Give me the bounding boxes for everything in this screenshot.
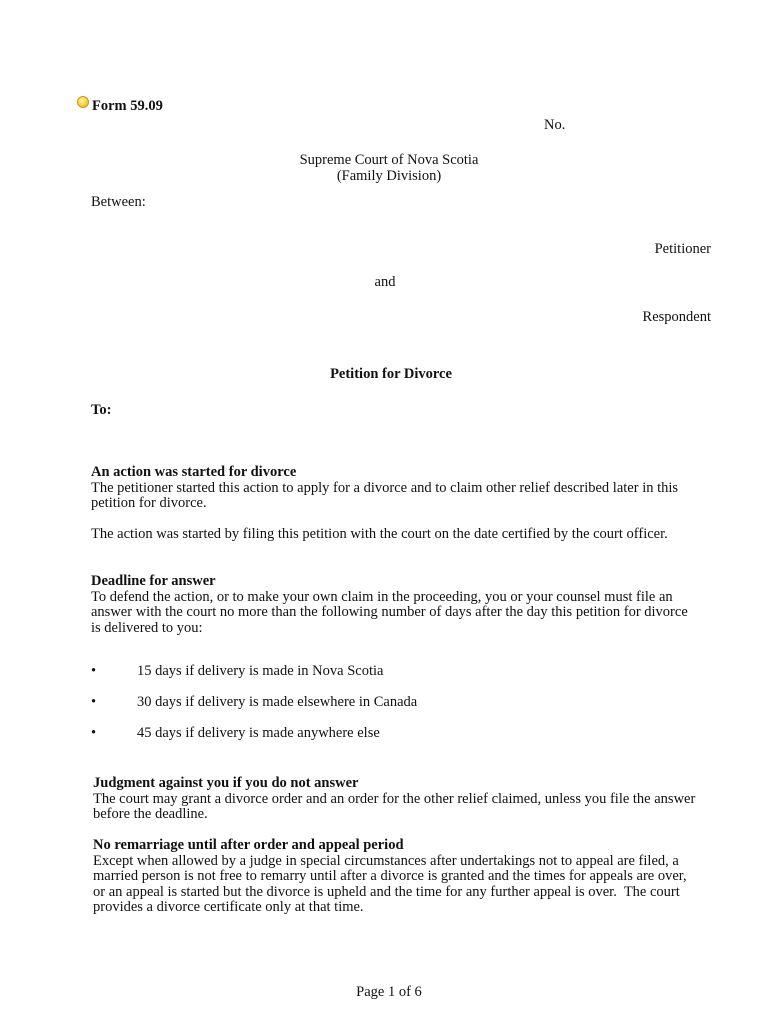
- section-text-line: petition for divorce.: [91, 495, 207, 511]
- sticky-note-icon[interactable]: [77, 96, 89, 108]
- section-remarriage: [93, 838, 753, 916]
- section-text-line: Except when allowed by a judge in special circumstances after undertakings not to appeal are filed, a: [93, 852, 679, 869]
- section-action-started: [91, 465, 751, 512]
- list-item-text: 15 days if delivery is made in Nova Scotia: [137, 663, 384, 679]
- to-label: To:: [91, 402, 112, 418]
- bullet-marker: •: [91, 725, 97, 741]
- section-text-line: The action was started by filing this petition with the court on the date certified by the court officer.: [91, 526, 668, 542]
- section-heading: Judgment against you if you do not answer: [93, 775, 359, 791]
- section-text-line: is delivered to you:: [91, 619, 203, 636]
- section-heading: Deadline for answer: [91, 573, 216, 589]
- page-number: Page 1 of 6: [356, 984, 422, 1000]
- section-judgment: [93, 776, 753, 823]
- section-heading: No remarriage until after order and appeal period: [93, 837, 404, 853]
- section-text-line: married person is not free to remarry until after a divorce is granted and the times for appeals are over,: [93, 868, 687, 884]
- file-number-label: No.: [544, 117, 566, 133]
- section-text-line: answer with the court no more than the following number of days after the day this petition for divorce: [91, 604, 688, 620]
- list-item-text: 30 days if delivery is made elsewhere in Canada: [137, 694, 418, 710]
- section-deadline: [91, 574, 751, 636]
- section-text-line: The petitioner started this action to apply for a divorce and to claim other relief described later in this: [91, 479, 679, 496]
- between-label: Between:: [91, 194, 146, 210]
- court-name: Supreme Court of Nova Scotia: [299, 152, 479, 168]
- section-text-line: provides a divorce certificate only at that time.: [93, 899, 364, 915]
- form-number: Form 59.09: [92, 98, 163, 114]
- section-heading: An action was started for divorce: [91, 464, 297, 480]
- list-item-text: 45 days if delivery is made anywhere else: [137, 725, 380, 741]
- respondent-label: Respondent: [642, 309, 711, 325]
- section-text-line: before the deadline.: [93, 806, 208, 822]
- and-label: and: [374, 274, 396, 290]
- court-division: (Family Division): [336, 168, 442, 184]
- bullet-marker: •: [91, 663, 97, 679]
- section-text-line: or an appeal is started but the divorce is upheld and the time for any further appeal is over. The court: [93, 883, 680, 900]
- section-text-line: To defend the action, or to make your own claim in the proceeding, you or your counsel must file an: [91, 588, 673, 605]
- petitioner-label: Petitioner: [654, 241, 711, 257]
- section-text-line: The court may grant a divorce order and an order for the other relief claimed, unless you file the answer: [93, 790, 696, 807]
- document-title: Petition for Divorce: [330, 366, 452, 382]
- bullet-marker: •: [91, 694, 97, 710]
